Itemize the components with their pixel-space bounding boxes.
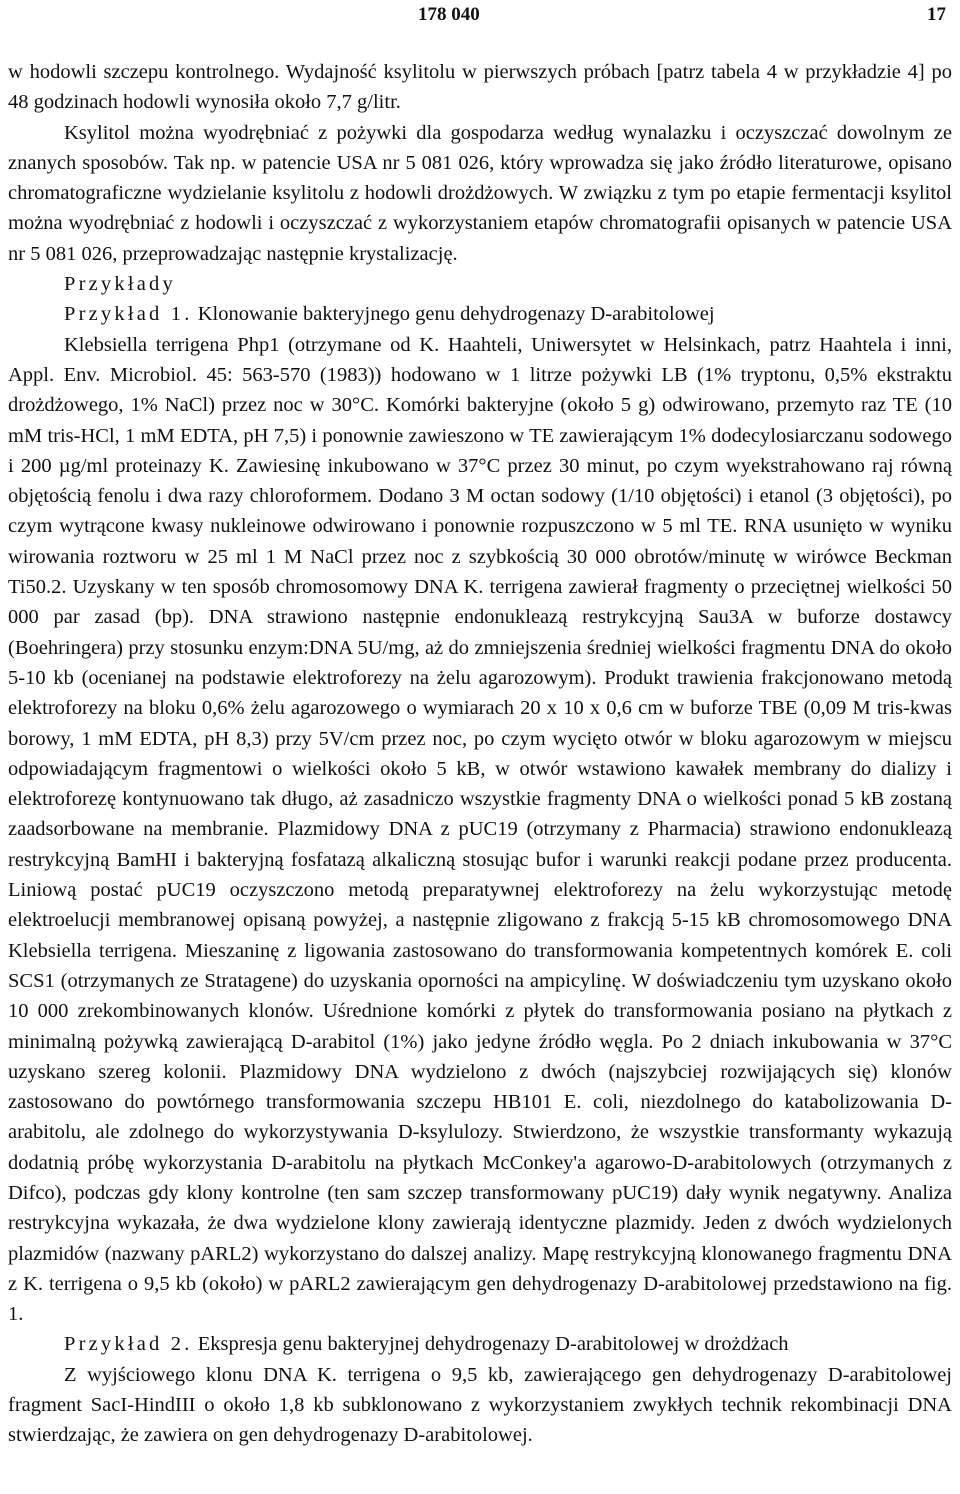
example-2-title: Ekspresja genu bakteryjnej dehydrogenazy D-arabitolowej w drożdżach [192,1333,789,1356]
section-heading [8,269,952,299]
document-body [8,57,952,1451]
example-1-label: Przykład 1. [64,303,193,326]
example-1-text: Klebsiella terrigena Php1 (otrzymane od K. Haahteli, Uniwersytet w Helsinkach, patrz Haahtela i inni, Appl. Env. Microbiol. 45: 563-570 (1983)) hodowano w 1 litrze pożywki LB (1% tryptonu, 0,5% ekstraktu drożdżowego, 1% NaCl) przez noc w 30°C. Komórki bakteryjne (około 5 g) odwirowano, przemyto raz TE (10 mM tris-HCl, 1 mM EDTA, pH 7,5) i ponownie zawieszono w TE zawierającym 1% dodecylosiarczanu sodowego i 200 µg/ml proteinazy K. Zawiesinę inkubowano w 37°C przez 30 minut, po czym wyekstrahowano raj równą objętością fenolu i dwa razy chloroformem. Dodano 3 M octan sodowy (1/10 objętości) i etanol (3 objętości), po czym wytrącone kwasy nukleinowe odwirowano i ponownie rozpuszczono w 5 ml TE. RNA usunięto w wyniku wirowania roztworu w 25 ml 1 M NaCl przez noc z szybkością 30 000 obrotów/minutę w wirówce Beckman Ti50.2. Uzyskany w ten sposób chromosomowy DNA K. terrigena zawierał fragmenty o przeciętnej wielkości 50 000 par zasad (bp). DNA strawiono następnie endonukleazą restrykcyjną Sau3A w buforze dostawcy (Boehringera) przy stosunku enzym:DNA 5U/mg, aż do zmniejszenia średniej wielkości fragmentu DNA do około 5-10 kb (ocenianej na podstawie elektroforezy na żelu agarozowym). Produkt trawienia frakcjonowano metodą elektroforezy na bloku 0,6% żelu agarozowego o wymiarach 20 x 10 x 0,6 cm w buforze TBE (0,09 M tris-kwas borowy, 1 mM EDTA, pH 8,3) przy 5V/cm przez noc, po czym wycięto otwór w bloku agarozowym w miejscu odpowiadającym fragmentowi o wielkości około 5 kB, w otwór wstawiono kawałek membrany do dializy i elektroforezę kontynuowano tak długo, aż zasadniczo wszystkie fragmenty DNA o wielkości ponad 5 kB zostaną zaadsorbowane na membranie. Plazmidowy DNA z pUC19 (otrzymany z Pharmacia) strawiono endonukleazą restrykcyjną BamHI i bakteryjną fosfatazą alkaliczną stosując bufor i warunki reakcji podane przez producenta. Liniową postać pUC19 oczyszczono metodą preparatywnej elektroforezy na żelu wykorzystując metodę elektroelucji membranowej opisaną powyżej, a następnie zligowano z frakcją 5-15 kB chromosomowego DNA Klebsiella terrigena. Mieszaninę z ligowania zastosowano do transformowania kompetentnych komórek E. coli SCS1 (otrzymanych ze Stratagene) do uzyskania oporności na ampicylinę. W doświadczeniu tym uzyskano około 10 000 zrekombinowanych klonów. Uśrednione komórki z płytek do transformowania posiano na płytkach z minimalną pożywką zawierającą D-arabitol (1%) jako jedyne źródło węgla. Po 2 dniach inkubowania w 37°C uzyskano szereg kolonii. Plazmidowy DNA wydzielono z dwóch (najszybciej rozwijających się) klonów zastosowano do powtórnego transformowania szczepu HB101 E. coli, niezdolnego do katabolizowania D-arabitolu, ale zdolnego do wykorzystywania D-ksylulozy. Stwierdzono, że wszystkie transformanty wykazują dodatnią próbę wykorzystania D-arabitolu na płytkach McConkey'a agarowo-D-arabitolowych (otrzymanych z Difco), podczas gdy klony kontrolne (ten sam szczep transformowany pUC19) dały wynik negatywny. Analiza restrykcyjna wykazała, że dwa wydzielone klony zawierają identyczne plazmidy. Jeden z dwóch wydzielonych plazmidów (nazwany pARL2) wykorzystano do dalszej analizy. Mapę restrykcyjną klonowanego fragmentu DNA z K. terrigena o 9,5 kb (około) w pARL2 zawierającym gen dehydrogenazy D-arabitolowej przedstawiono na fig. 1. [8,333,952,1326]
paragraph-xylitol-isolation: Ksylitol można wyodrębniać z pożywki dla gospodarza według wynalazku i oczyszczać dowolnym ze znanych sposobów. Tak np. w patencie USA nr 5 081 026, który wprowadza się jako źródło literaturowe, opisano chromatograficzne wydzielanie ksylitolu z hodowli drożdżowych. W związku z tym po etapie fermentacji ksylitol można wyodrębniać z hodowli i oczyszczać z wykorzystaniem etapów chromatografii opisanych w patencie USA nr 5 081 026, przeprowadzając następnie krystalizację. [8,121,952,265]
example-1-title: Klonowanie bakteryjnego genu dehydrogenazy D-arabitolowej [192,303,715,326]
example-2-heading [8,1329,952,1359]
page-number: 17 [927,4,946,25]
example-2-text: Z wyjściowego klonu DNA K. terrigena o 9,5 kb, zawierającego gen dehydrogenazy D-arabitolowej fragment SacI-HindIII o około 1,8 kb subklonowano z wykorzystaniem zwykłych technik rekombinacji DNA stwierdzając, że zawiera on gen dehydrogenazy D-arabitolowej. [8,1363,952,1447]
patent-number: 178 040 [418,4,480,25]
section-heading-text: Przykłady [64,273,176,296]
paragraph-continuation: w hodowli szczepu kontrolnego. Wydajność ksylitolu w pierwszych próbach [patrz tabela 4 w przykładzie 4] po 48 godzinach hodowli wynosiła około 7,7 g/litr. [8,61,952,114]
example-2-label: Przykład 2. [64,1333,193,1356]
page-header [8,4,946,28]
example-1-heading [8,299,952,329]
